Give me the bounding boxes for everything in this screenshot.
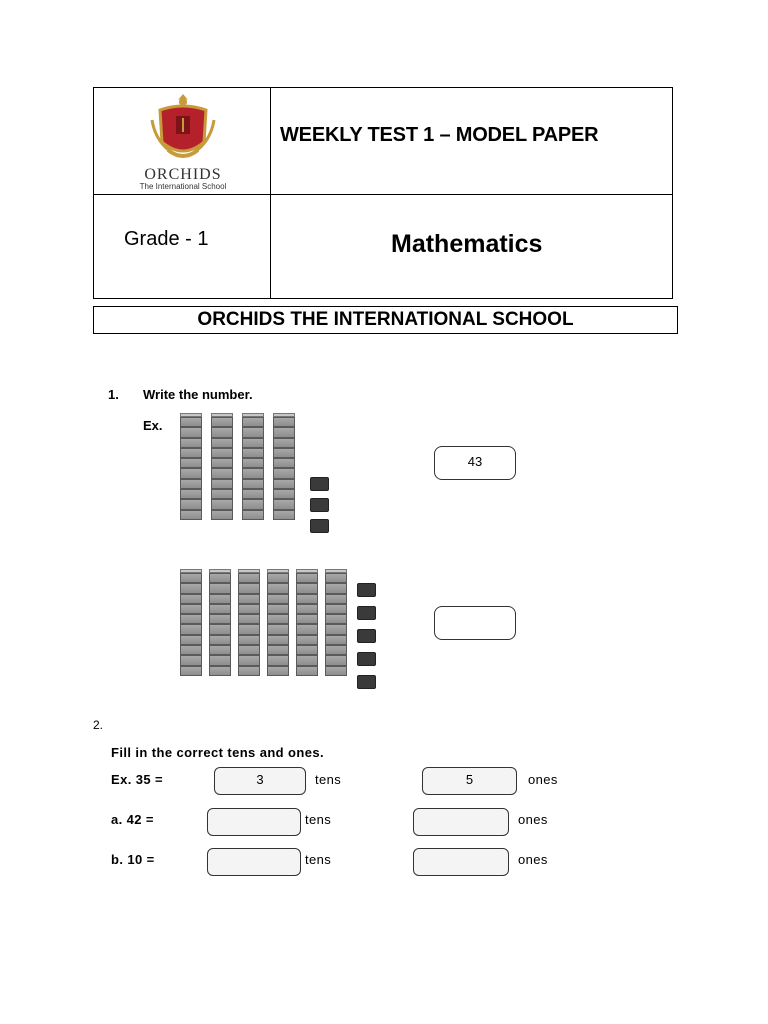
row-label-a: a. 42 = bbox=[111, 812, 154, 827]
ten-rod bbox=[209, 569, 231, 676]
tens-box-example[interactable]: 3 bbox=[214, 767, 306, 795]
one-cube bbox=[357, 606, 376, 620]
ten-rod bbox=[180, 569, 202, 676]
ones-word: ones bbox=[518, 852, 548, 867]
question-2-number: 2. bbox=[93, 718, 104, 732]
one-cube bbox=[357, 675, 376, 689]
tens-box-b[interactable] bbox=[207, 848, 301, 876]
answer-box-blank[interactable] bbox=[434, 606, 516, 640]
ten-rod bbox=[267, 569, 289, 676]
row-label-example: Ex. 35 = bbox=[111, 772, 163, 787]
logo-subtitle: The International School bbox=[139, 182, 227, 191]
one-cube bbox=[357, 583, 376, 597]
one-cube bbox=[310, 519, 329, 533]
logo-name: ORCHIDS bbox=[144, 166, 222, 183]
example-label: Ex. bbox=[143, 418, 163, 433]
crest-icon bbox=[148, 90, 218, 168]
ones-word: ones bbox=[518, 812, 548, 827]
header-divider-horizontal bbox=[94, 194, 672, 195]
ten-rod bbox=[296, 569, 318, 676]
ten-rod bbox=[273, 413, 295, 520]
ones-word: ones bbox=[528, 772, 558, 787]
test-title: WEEKLY TEST 1 – MODEL PAPER bbox=[280, 124, 599, 146]
ten-rod bbox=[242, 413, 264, 520]
ten-rod bbox=[211, 413, 233, 520]
answer-box-example[interactable]: 43 bbox=[434, 446, 516, 480]
tens-word: tens bbox=[305, 852, 332, 867]
subject-title: Mathematics bbox=[391, 230, 543, 258]
school-banner: ORCHIDS THE INTERNATIONAL SCHOOL bbox=[93, 306, 678, 334]
one-cube bbox=[310, 477, 329, 491]
header-table bbox=[93, 87, 673, 299]
question-1-number: 1. bbox=[108, 387, 119, 402]
tens-word: tens bbox=[305, 812, 332, 827]
question-2-prompt: Fill in the correct tens and ones. bbox=[111, 745, 324, 760]
ten-rod bbox=[238, 569, 260, 676]
grade-label: Grade - 1 bbox=[124, 228, 209, 250]
tens-box-a[interactable] bbox=[207, 808, 301, 836]
one-cube bbox=[357, 652, 376, 666]
ten-rod bbox=[180, 413, 202, 520]
one-cube bbox=[310, 498, 329, 512]
row-label-b: b. 10 = bbox=[111, 852, 155, 867]
school-logo bbox=[108, 88, 258, 192]
ones-box-b[interactable] bbox=[413, 848, 509, 876]
tens-word: tens bbox=[315, 772, 342, 787]
question-1-prompt: Write the number. bbox=[143, 387, 253, 402]
one-cube bbox=[357, 629, 376, 643]
ten-rod bbox=[325, 569, 347, 676]
ones-box-example[interactable]: 5 bbox=[422, 767, 517, 795]
header-divider-vertical bbox=[270, 88, 271, 298]
ones-box-a[interactable] bbox=[413, 808, 509, 836]
